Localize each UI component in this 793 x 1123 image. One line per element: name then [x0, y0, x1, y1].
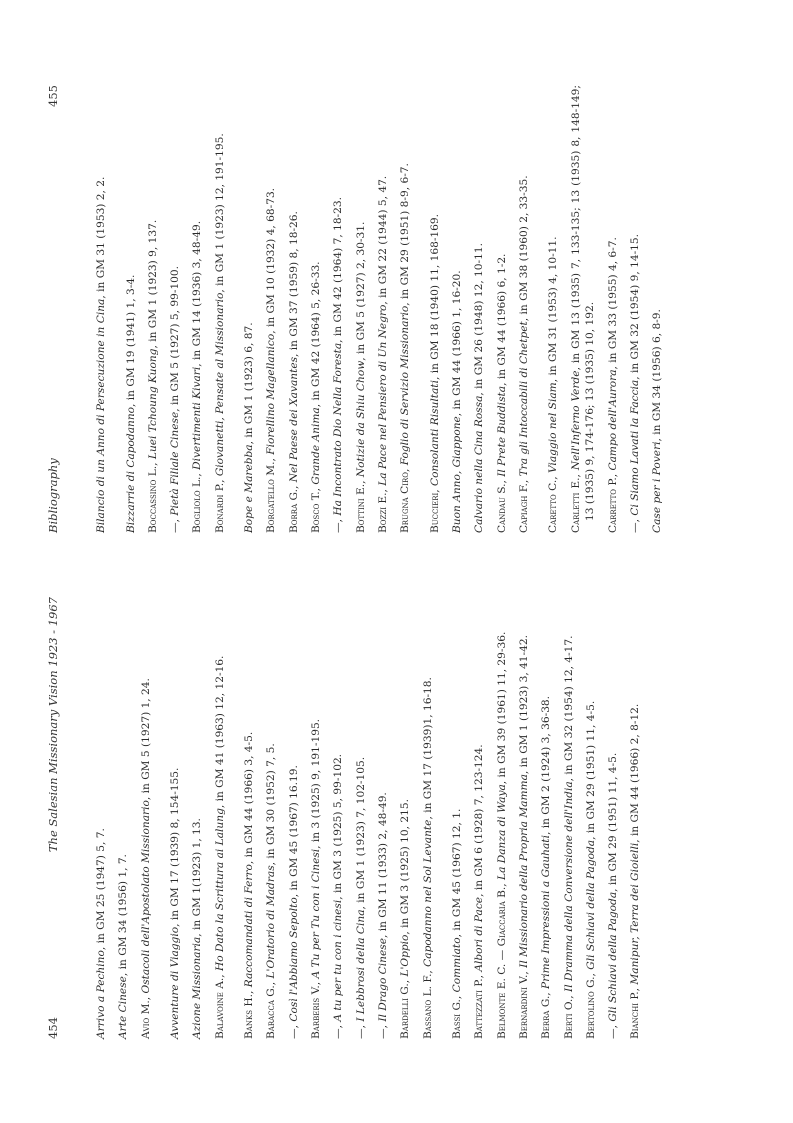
- bibliography-entry: —, Ci Siamo Lavati la Faccia, in GM 32 (1954) 9, 14-15.: [628, 233, 641, 533]
- bibliography-entry: —, Il Drago Cinese, in GM 11 (1933) 2, 48-49.: [376, 792, 389, 1039]
- bibliography-entry: Arte Cinese, in GM 34 (1956) 1, 7.: [117, 854, 130, 1039]
- bibliography-entry: Bottini E., Notizie da Shiu Chow, in GM 5 (1927) 2, 30-31.: [354, 221, 367, 533]
- bibliography-entry: Borra G., Nel Paese dei Xavantes, in GM 37 (1959) 8, 18-26.: [287, 211, 300, 533]
- bibliography-entry: —, Ha Incontrato Dio Nella Foresta, in GM 42 (1964) 7, 18-23.: [332, 197, 345, 533]
- bibliography-entry: Case per i Poveri, in GM 34 (1956) 6, 8-9.: [651, 309, 664, 533]
- bibliography-entry: Bardelli G., L'Oppio, in GM 3 (1925) 10, 215.: [399, 799, 412, 1039]
- page-number: 454: [46, 1017, 60, 1039]
- bibliography-entry: Balavoine A., Ho Dato la Scrittura ai Lalung, in GM 41 (1963) 12, 12-16.: [213, 655, 226, 1039]
- bibliography-entry: Brugna Ciro, Foglio di Servizio Missionario, in GM 29 (1951) 8-9, 6-7.: [399, 163, 412, 533]
- bibliography-entry: Buccieri, Consolanti Risultati, in GM 18 (1940) 11, 168-169.: [428, 213, 441, 533]
- bibliography-entry: Avventure di Viaggio, in GM 17 (1939) 8, 154-155.: [169, 767, 182, 1039]
- left-page-header: [46, 597, 62, 1039]
- bibliography-entry: Capiagh F., Tra gli Intoccabili di Chetpet, in GM 38 (1960) 2, 33-35.: [517, 175, 530, 533]
- right-page-header: [46, 85, 62, 533]
- bibliography-entry: —, I Lebbrosi della Cina, in GM 1 (1923) 7, 102-105.: [354, 756, 367, 1039]
- bibliography-entry: Bonardi P., Giovanetti, Pensate al Missionario, in GM 1 (1923) 12, 191-195.: [213, 133, 226, 533]
- bibliography-entry: Bassano L. F., Capodanno nel Sol Levante, in GM 17 (1939)1, 16-18.: [421, 677, 434, 1039]
- bibliography-entry: —, Pietà Filiale Cinese, in GM 5 (1927) 5, 99-100.: [169, 265, 182, 533]
- bibliography-entry: Baracca G., L'Oratorio di Madras, in GM 30 (1952) 7, 5.: [265, 743, 278, 1039]
- bibliography-entry: Bilancio di un Anno di Persecuzione in Cina, in GM 31 (1953) 2, 2.: [95, 176, 107, 533]
- bibliography-entry: Bizzarrie di Capodanno, in GM 19 (1941) 1, 3-4.: [124, 274, 137, 533]
- bibliography-entry: Azione Missionaria, in GM 1(1923) 1, 13.: [191, 818, 204, 1039]
- bibliography-entry: Boccassino L., Luei Tchoung Kuong, in GM 1 (1923) 9, 137.: [146, 219, 159, 533]
- bibliography-entry: Carretto P., Campo dell'Aurora, in GM 33 (1955) 4, 6-7.: [606, 237, 619, 533]
- left-page: [0, 597, 793, 1039]
- bibliography-entry: Battezzati P., Albori di Pace, in GM 6 (1928) 7, 123-124.: [473, 744, 486, 1039]
- bibliography-list: [94, 597, 651, 1039]
- running-title: Bibliography: [46, 458, 60, 533]
- bibliography-entry: Berti O., Il Dramma della Conversione dell'India, in GM 32 (1954) 12, 4-17.: [562, 635, 575, 1039]
- bibliography-entry: Bope e Marebba, in GM 1 (1923) 6, 87.: [243, 322, 256, 533]
- running-title: The Salesian Missionary Vision 1923 - 1967: [46, 597, 60, 853]
- bibliography-entry: —, Gli Schiavi della Pagoda, in GM 29 (1951) 11, 4-5.: [607, 752, 620, 1039]
- bibliography-entry: Bianchi P., Manipur, Terra dei Gioielli, in GM 44 (1966) 2, 8-12.: [629, 703, 642, 1039]
- bibliography-entry: —, A tu per tu con i cinesi, in GM 3 (1925) 5, 99-102.: [332, 753, 345, 1039]
- bibliography-entry: Bassi G., Commiato, in GM 45 (1967) 12, 1.: [451, 808, 464, 1039]
- bibliography-entry: Candau S., Il Prete Buddista, in GM 44 (1966) 6, 1-2.: [495, 253, 508, 533]
- bibliography-entry: Banks H., Raccomandati di Ferro, in GM 44 (1966) 3, 4-5.: [243, 731, 256, 1039]
- bibliography-list: [94, 85, 672, 533]
- right-page: [0, 85, 793, 533]
- bibliography-entry: Bertolino G., Gli Schiavi della Pagoda, in GM 29 (1951) 11, 4-5.: [584, 700, 597, 1039]
- bibliography-entry: Barberis V., A Tu per Tu con i Cinesi, in 3 (1925) 9, 191-195.: [310, 718, 323, 1039]
- bibliography-entry: Carletti E., Nell'Inferno Verde, in GM 13 (1935) 7, 133-135; 13 (1935) 8, 148-149; 13 (1935) 9, 174-176; 13 (1935) 10, 192.: [569, 85, 597, 533]
- bibliography-entry: Belmonte E. C. — Giaccaria B., La Danza di Waya, in GM 39 (1961) 11, 29-36.: [495, 631, 508, 1039]
- bibliography-entry: Caretto C., Viaggio nel Siam, in GM 31 (1953) 4, 10-11.: [547, 236, 560, 533]
- bibliography-entry: Berra G., Prime Impressioni a Gauhati, in GM 2 (1924) 3, 36-38.: [540, 695, 553, 1039]
- bibliography-entry: Bosco T., Grande Anima, in GM 42 (1964) 5, 26-33.: [310, 261, 323, 533]
- bibliography-entry: Buon Anno, Giappone, in GM 44 (1966) 1, 16-20.: [451, 270, 464, 533]
- page-number: 455: [46, 85, 60, 107]
- bibliography-entry: Arrivo a Pechino, in GM 25 (1947) 5, 7.: [95, 828, 107, 1039]
- bibliography-entry: Bozzi E., La Pace nel Pensiero di Un Negro, in GM 22 (1944) 5, 47.: [376, 175, 389, 533]
- bibliography-entry: Bogliolo L., Divertimenti Kivari, in GM 14 (1936) 3, 48-49.: [191, 220, 204, 533]
- bibliography-entry: Calvario nella Cina Rossa, in GM 26 (1948) 12, 10-11.: [473, 243, 486, 533]
- bibliography-entry: Avio M., Ostacoli dell'Apostolato Missionario, in GM 5 (1927) 1, 24.: [139, 678, 152, 1039]
- bibliography-entry: Borgatello M., Fiorellino Magellanico, in GM 10 (1932) 4, 68-73.: [265, 187, 278, 533]
- bibliography-entry: Bernardini V., Il Missionario della Propria Mamma, in GM 1 (1923) 3, 41-42.: [517, 635, 530, 1039]
- bibliography-entry: —, Così l'Abbiamo Sepolto, in GM 45 (1967) 16.19.: [287, 765, 300, 1039]
